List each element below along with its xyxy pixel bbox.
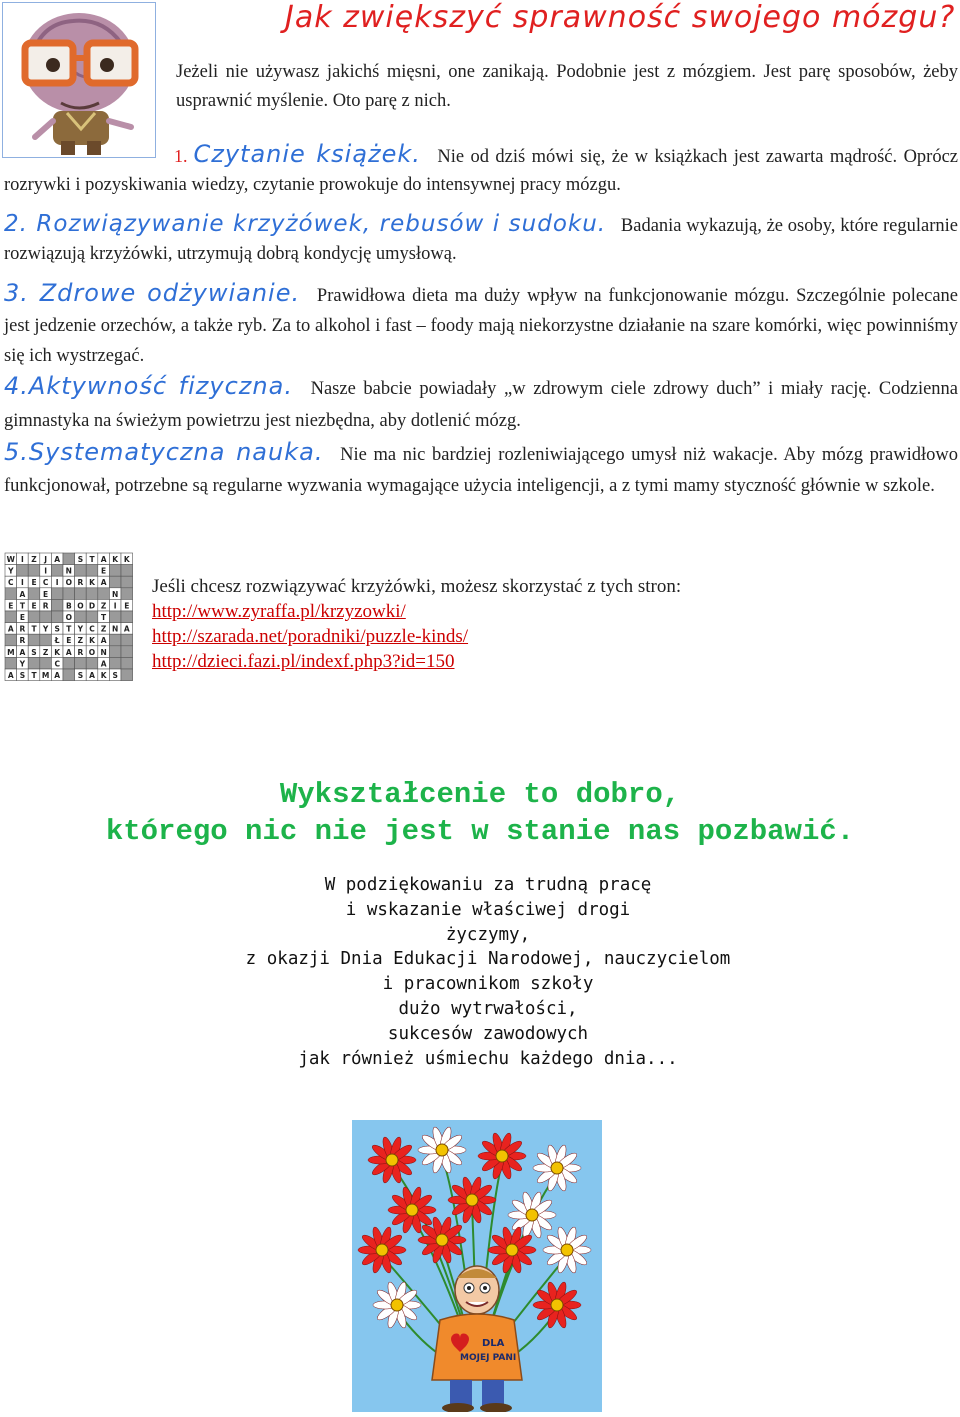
crossword-cell [109, 646, 121, 658]
crossword-letter: K [112, 555, 119, 565]
crossword-cell [98, 588, 110, 600]
crossword-letter: Y [77, 624, 84, 634]
crossword-letter: D [88, 601, 96, 611]
motto [0, 776, 960, 850]
crossword-cell [121, 669, 133, 681]
crossword-letter: M [41, 671, 50, 681]
crossword-cell [121, 646, 133, 658]
crossword-cell [17, 565, 29, 577]
motto-line-1: Wykształcenie to dobro, [279, 778, 681, 811]
crossword-cell [5, 588, 17, 600]
crossword-letter: W [6, 555, 15, 565]
crossword-letter: A [54, 671, 61, 681]
crossword-letter: O [88, 647, 96, 657]
crossword-letter: N [112, 624, 119, 634]
crossword-letter: A [54, 555, 61, 565]
crossword-cell [63, 588, 75, 600]
section-text: Prawidłowa dieta ma duży wpływ na funkcjonowanie mózgu. Szczególnie polecane jest jedzenie orzechów, a także ryb. Za to alkohol i fast – foody mają niekorzystne działanie na szare komórki, więc powinniśmy się ich wystrzegać. [4, 286, 958, 366]
crossword-letter: E [124, 601, 130, 611]
crossword-letter: Z [42, 647, 49, 657]
crossword-cell [121, 634, 133, 646]
crossword-cell [121, 657, 133, 669]
crossword-letter: A [100, 636, 107, 646]
thanks-line: dużo wytrwałości, [398, 998, 578, 1019]
brain-mascot-image [2, 2, 156, 158]
crossword-cell [5, 634, 17, 646]
crossword-letter: R [19, 636, 26, 646]
thanks-message [0, 873, 960, 1071]
crossword-cell [121, 565, 133, 577]
crossword-cell [75, 657, 87, 669]
crossword-letter: O [65, 578, 72, 588]
crossword-letter: S [31, 647, 37, 657]
crossword-image [4, 552, 134, 684]
crossword-letter: Y [19, 659, 26, 669]
crossword-letter: C [89, 624, 95, 634]
crossword-cell [63, 669, 75, 681]
crossword-letter: S [19, 671, 26, 681]
crossword-letter: N [112, 589, 119, 599]
crossword-letter: I [21, 578, 24, 588]
crossword-cell [28, 588, 40, 600]
crossword-cell [28, 611, 40, 623]
crossword-cell [63, 657, 75, 669]
crossword-letter: K [123, 555, 130, 565]
crossword-letter: E [66, 636, 72, 646]
crossword-letter: A [7, 671, 14, 681]
flowers-illustration [352, 1120, 602, 1412]
page-title: Jak zwiększyć sprawność swojego mózgu? [285, 0, 956, 35]
intro-paragraph: Jeżeli nie używasz jakichś mięsni, one zanikają. Podobnie jest z mózgiem. Jest parę sposobów, żeby usprawnić myślenie. Oto parę z nich. [176, 62, 958, 111]
crossword-letter: O [77, 601, 84, 611]
crossword-cell [51, 588, 63, 600]
crossword-letter: E [31, 578, 37, 588]
section-heading: 5.Systematyczna nauka. [4, 438, 324, 466]
crossword-letter: T [19, 601, 25, 611]
section-nutrition [4, 278, 958, 371]
crossword-letter: Y [8, 566, 14, 576]
crossword-letter: T [31, 671, 37, 681]
section-number: 1. [174, 146, 188, 166]
crossword-cell [86, 611, 98, 623]
crossword-cell [51, 599, 63, 611]
crossword-letter: E [8, 601, 14, 611]
crossword-cell [40, 611, 52, 623]
crossword-letter: R [77, 578, 84, 588]
crossword-letter: I [55, 578, 59, 588]
section-heading: Czytanie książek. [193, 140, 421, 168]
crossword-cell [5, 657, 17, 669]
crossword-letter: E [43, 589, 49, 599]
crossword-letter: S [77, 671, 84, 681]
section-heading: 4.Aktywność fizyczna. [4, 372, 293, 400]
crossword-letter: A [19, 589, 26, 599]
crossword-cell [86, 657, 98, 669]
crossword-cell [121, 588, 133, 600]
section-heading: 2. Rozwiązywanie krzyżówek, rebusów i sudoku. [4, 211, 607, 237]
crossword-letter: A [65, 647, 72, 657]
crossword-cell [63, 553, 75, 565]
section-learning [4, 437, 958, 502]
crossword-letter: T [66, 624, 72, 634]
crossword-letter: R [19, 624, 26, 634]
crossword-cell [86, 565, 98, 577]
thanks-line: życzymy, [445, 924, 531, 945]
crossword-letter: E [31, 601, 37, 611]
crossword-letter: E [19, 613, 25, 623]
crossword-cell [86, 588, 98, 600]
crossword-letter: A [89, 671, 95, 681]
crossword-letter: B [65, 601, 72, 611]
links-block [152, 574, 681, 674]
crossword-letter: Ł [54, 636, 60, 646]
crossword-letter: A [19, 647, 26, 657]
link-szarada[interactable]: http://szarada.net/poradniki/puzzle-kinds/ [152, 626, 469, 647]
crossword-cell [109, 634, 121, 646]
crossword-cell [5, 611, 17, 623]
crossword-cell [51, 611, 63, 623]
section-reading [4, 140, 958, 199]
crossword-letter: K [100, 671, 107, 681]
crossword-letter: R [42, 601, 49, 611]
section-text: Nie ma nic bardziej rozleniwiającego umysł niż wakacje. Aby mózg prawidłowo funkcjonował, potrzebne są regularne wyzwania wymagające użycia inteligencji, a z tymi mamy styczność głównie w szkole. [4, 445, 959, 496]
section-text: Nasze babcie powiadały „w zdrowym ciele zdrowy duch” i miały rację. Codzienna gimnastyka na świeżym powietrzu jest niezbędna, aby dotlenić mózg. [4, 379, 959, 431]
crossword-letter: A [100, 555, 107, 565]
crossword-letter: A [7, 624, 14, 634]
crossword-letter: I [113, 601, 117, 611]
link-zyraffa[interactable]: http://www.zyraffa.pl/krzyzowki/ [152, 601, 406, 622]
crossword-letter: N [100, 647, 107, 657]
crossword-letter: I [44, 566, 47, 576]
crossword-cell [28, 657, 40, 669]
section-text: Badania wykazują, że osoby, które regularnie rozwiązują krzyżówki, utrzymują dobrą kondycję umysłową. [4, 216, 958, 264]
crossword-cell [40, 634, 52, 646]
crossword-letter: A [123, 624, 130, 634]
crossword-letter: S [112, 671, 118, 681]
crossword-letter: Z [100, 624, 107, 634]
crossword-letter: J [44, 555, 47, 565]
crossword-letter: K [89, 636, 95, 646]
thanks-line: jak również uśmiechu każdego dnia... [298, 1048, 678, 1069]
crossword-cell [28, 634, 40, 646]
crossword-cell [51, 565, 63, 577]
crossword-letter: C [54, 659, 60, 669]
crossword-cell [28, 565, 40, 577]
crossword-letter: C [8, 578, 14, 588]
crossword-letter: O [65, 613, 72, 623]
crossword-letter: Y [42, 624, 49, 634]
section-crosswords [4, 210, 958, 268]
crossword-letter: N [65, 566, 72, 576]
crossword-letter: M [7, 647, 15, 657]
crossword-letter: C [42, 578, 49, 588]
crossword-cell [109, 565, 121, 577]
crossword-letter: R [77, 647, 84, 657]
thanks-line: i wskazanie właściwej drogi [345, 899, 631, 920]
crossword-letter: T [89, 555, 95, 565]
crossword-cell [75, 588, 87, 600]
thanks-line: i pracownikom szkoły [382, 974, 594, 995]
thanks-line: z okazji Dnia Edukacji Narodowej, nauczycielom [245, 949, 731, 970]
crossword-letter: Z [77, 636, 84, 646]
crossword-cell [109, 576, 121, 588]
crossword-letter: E [101, 566, 107, 576]
crossword-cell [75, 565, 87, 577]
crossword-letter: A [100, 659, 107, 669]
shirt-text-line-2: MOJEJ PANI [460, 1353, 517, 1363]
crossword-letter: K [89, 578, 95, 588]
crossword-cell [75, 611, 87, 623]
crossword-letter: T [101, 613, 107, 623]
crossword-letter: K [54, 647, 61, 657]
links-intro: Jeśli chcesz rozwiązywać krzyżówki, możesz skorzystać z tych stron: [152, 576, 682, 597]
motto-line-2: którego nic nie jest w stanie nas pozbawić. [105, 815, 855, 848]
crossword-cell [121, 611, 133, 623]
crossword-letter: Z [100, 601, 107, 611]
crossword-letter: A [100, 578, 107, 588]
section-activity [4, 370, 958, 437]
section-heading: 3. Zdrowe odżywianie. [4, 279, 301, 307]
link-fazi[interactable]: http://dzieci.fazi.pl/indexf.php3?id=150 [152, 651, 455, 672]
crossword-cell [121, 576, 133, 588]
crossword-letter: T [31, 624, 37, 634]
crossword-cell [109, 657, 121, 669]
crossword-letter: Z [31, 555, 37, 565]
crossword-cell [109, 611, 121, 623]
crossword-letter: S [54, 624, 60, 634]
crossword-letter: S [77, 555, 84, 565]
thanks-line: W podziękowaniu za trudną pracę [324, 875, 652, 895]
thanks-line: sukcesów zawodowych [387, 1023, 589, 1044]
section-text: Nie od dziś mówi się, że w książkach jest zawarta mądrość. Oprócz rozrywki i pozyskiwania wiedzy, czytanie prowokuje do intensywnej pracy mózgu. [4, 147, 959, 195]
crossword-cell [40, 657, 52, 669]
crossword-letter: I [21, 555, 24, 565]
shirt-text-line-1: DLA [482, 1338, 505, 1349]
